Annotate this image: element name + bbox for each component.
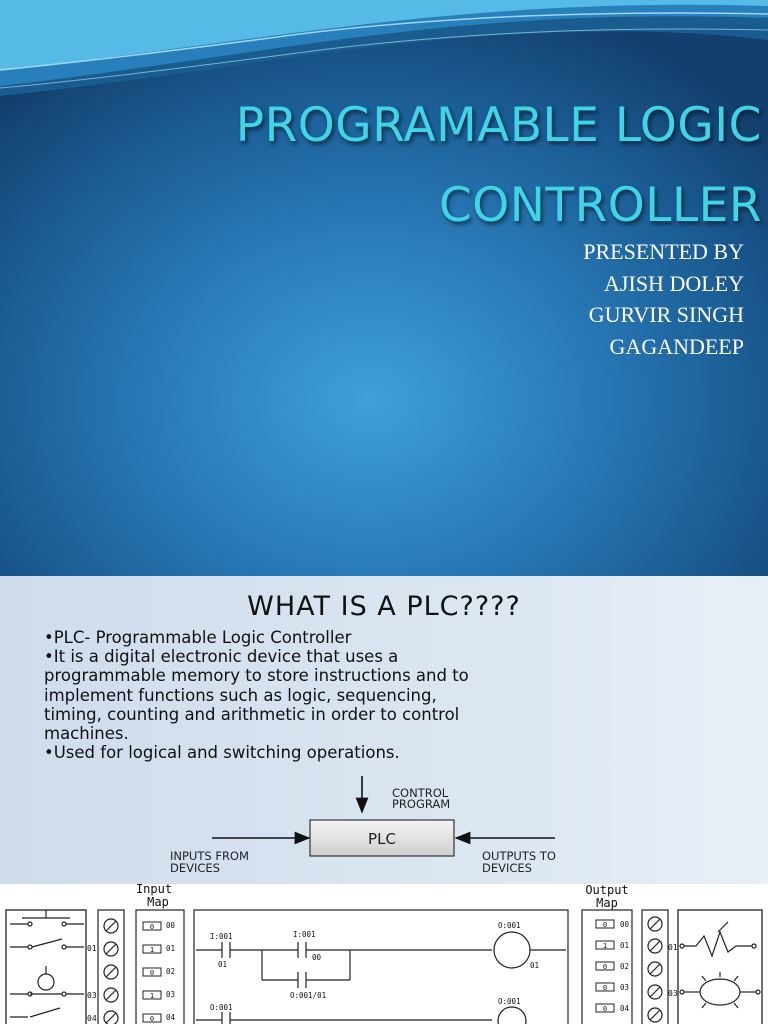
input-bit: 0: [149, 923, 155, 931]
bullet-line: •It is a digital electronic device that uses a: [44, 647, 399, 667]
input-bit: 1: [149, 992, 155, 1000]
inputs-label: DEVICES: [170, 861, 220, 875]
inputs-label: INPUTS FROM: [170, 849, 249, 863]
bullet-line: •PLC- Programmable Logic Controller: [44, 628, 352, 647]
output-map-label: Map: [596, 896, 618, 910]
contact-address: I:001: [293, 930, 316, 939]
plc-wiring-diagram: [0, 884, 768, 1024]
presenter-heading: PRESENTED BY: [583, 239, 744, 264]
what-is-plc-slide: [0, 576, 768, 884]
ladder-rungs: [196, 932, 566, 1024]
output-terminal-number: 02: [620, 962, 630, 971]
control-label: PROGRAM: [392, 797, 451, 811]
presenter-name: AJISH DOLEY: [604, 270, 744, 296]
side-label-03: 03: [668, 989, 678, 998]
title-line-1: PROGRAMABLE LOGIC: [235, 98, 762, 153]
coil-address: O:001: [498, 921, 521, 930]
output-bit: 0: [602, 984, 608, 992]
slide-title: [42, 86, 762, 246]
bullet-line: machines.: [44, 724, 129, 744]
input-terminal-number: 00: [166, 921, 176, 930]
input-terminal-screws: [104, 919, 118, 1024]
output-terminal-screws: [648, 917, 662, 1022]
contact-address: I:001: [210, 932, 233, 941]
bullet-line: timing, counting and arithmetic in order to control: [44, 704, 460, 724]
presenter-name: GURVIR SINGH: [588, 302, 744, 327]
contact-address: O:001: [210, 1003, 233, 1012]
output-terminal-number: 01: [620, 941, 630, 950]
plc-wiring-slide: [0, 884, 768, 1024]
input-bit: 0: [149, 969, 155, 977]
output-map-label: Output: [585, 884, 629, 897]
plc-block-diagram: [0, 576, 768, 884]
input-terminal-number: 01: [166, 944, 176, 953]
side-label-01: 01: [668, 943, 678, 952]
input-bit: 0: [149, 1015, 155, 1023]
plc-box-label: PLC: [368, 830, 396, 848]
output-bit: 0: [602, 921, 608, 929]
output-device-panel: [678, 910, 762, 1024]
contact-bit: 00: [312, 953, 322, 962]
title-line-2: CONTROLLER: [438, 178, 762, 233]
input-bit: 1: [149, 946, 155, 954]
output-devices: [680, 922, 760, 1008]
output-bit: 0: [602, 1005, 608, 1013]
bullet-line: •Used for logical and switching operations.: [44, 743, 400, 763]
input-terminal-number: 03: [166, 990, 176, 999]
output-bit: 0: [602, 963, 608, 971]
presenter-name: GAGANDEEP: [609, 333, 744, 359]
outputs-label: DEVICES: [482, 861, 532, 875]
side-label-01: 01: [87, 944, 97, 953]
side-label-04: 04: [87, 1014, 97, 1023]
control-label: CONTROL: [392, 786, 449, 800]
input-terminal-number: 04: [166, 1013, 176, 1022]
outputs-label: OUTPUTS TO: [482, 849, 556, 863]
bullet-line: implement functions such as logic, sequencing,: [44, 685, 437, 705]
output-bit: 1: [602, 942, 608, 950]
output-terminal-number: 03: [620, 983, 630, 992]
coil-bit: 01: [530, 961, 540, 970]
presenter-list: [583, 236, 744, 362]
bullet-line: programmable memory to store instructions and to: [44, 666, 469, 686]
input-terminal-number: 02: [166, 967, 176, 976]
output-terminal-number: 04: [620, 1004, 630, 1013]
contact-bit: 01: [218, 960, 228, 969]
output-terminal-number: 00: [620, 920, 630, 929]
input-switches: [10, 910, 84, 1017]
input-map-label: Map: [147, 895, 169, 909]
side-label-03: 03: [87, 991, 97, 1000]
branch-label: O:001/01: [290, 991, 327, 1000]
input-map-label: Input: [135, 884, 173, 896]
coil-address: O:001: [498, 997, 521, 1006]
slide-heading: WHAT IS A PLC????: [247, 591, 521, 622]
